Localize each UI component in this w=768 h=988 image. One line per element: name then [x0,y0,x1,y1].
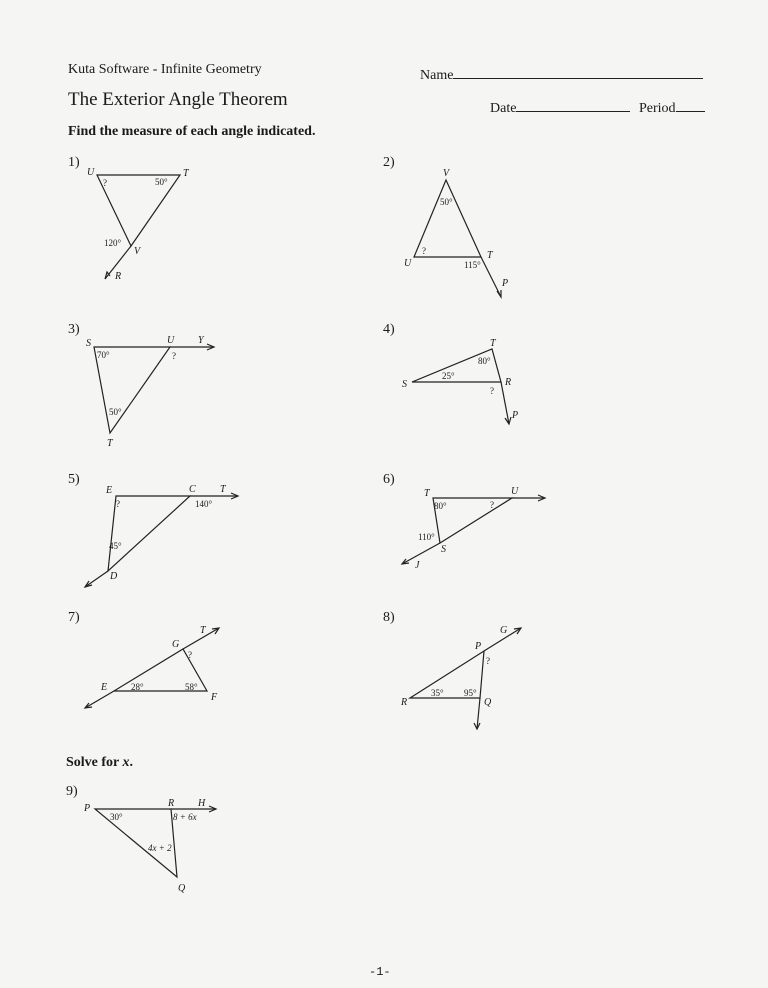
page-title: The Exterior Angle Theorem [68,89,288,110]
angle-label-s: 25° [442,371,455,381]
point-label-q: Q [178,883,186,894]
point-label-u: U [511,486,519,497]
angle-label-c-exterior: 140° [195,499,213,509]
problem-number-2: 2) [383,155,395,170]
angle-label-u: ? [103,178,107,188]
angle-label-f: 58° [185,682,198,692]
problem-number-7: 7) [68,610,80,625]
point-label-r: R [168,798,175,809]
angle-label-u-exterior: ? [172,351,176,361]
problem-number-9: 9) [66,784,78,799]
problem-number-8: 8) [383,610,395,625]
period-label: Period [639,101,676,116]
angle-label-d: 45° [109,541,122,551]
angle-label-u: ? [490,500,494,510]
problem-number-4: 4) [383,322,395,337]
page-number: -1- [369,965,391,979]
software-label: Kuta Software - Infinite Geometry [68,62,262,77]
angle-label-r: 35° [431,688,444,698]
angle-label-v: 50° [440,197,453,207]
point-label-g: G [500,625,508,636]
solve-variable: x [122,755,130,770]
point-label-t: T [200,625,206,636]
point-label-v: V [443,168,450,179]
angle-label-r-exterior: 8 + 6x [173,812,197,822]
point-label-t: T [183,168,189,179]
point-label-p: P [475,641,482,652]
point-label-s: S [86,338,91,349]
angle-label-r-exterior: ? [490,386,494,396]
point-label-y: Y [198,335,204,346]
angle-label-g-exterior: ? [188,650,192,660]
triangle-ecd [108,496,190,571]
angle-label-q: 95° [464,688,477,698]
ray-d-extension [85,571,108,587]
point-label-f: F [211,692,218,703]
problem-number-5: 5) [68,472,80,487]
angle-label-s-exterior: 110° [418,532,435,542]
ray-e-extension [85,691,114,708]
point-label-t: T [487,250,493,261]
point-label-p: P [512,410,519,421]
problem-number-1: 1) [68,155,80,170]
angle-label-t: 80° [434,501,447,511]
point-label-u: U [167,335,175,346]
point-label-p: P [502,278,509,289]
angle-label-t: 80° [478,356,491,366]
point-label-s: S [441,544,446,555]
point-label-r: R [115,271,122,282]
problem-number-6: 6) [383,472,395,487]
point-label-t: T [220,484,226,495]
angle-label-p-exterior: ? [486,656,490,666]
angle-label-v-exterior: 120° [104,238,122,248]
point-label-p: P [84,803,91,814]
point-label-u: U [404,258,412,269]
point-label-t: T [424,488,430,499]
point-label-c: C [189,484,196,495]
point-label-e: E [106,485,113,496]
point-label-h: H [198,798,206,809]
point-label-e: E [101,682,108,693]
angle-label-u: ? [422,246,426,256]
angle-label-p: 30° [110,812,123,822]
point-label-u: U [87,167,95,178]
point-label-d: D [110,571,118,582]
angle-label-t: 50° [155,177,168,187]
point-label-r: R [505,377,512,388]
ray-sj [402,543,440,564]
solve-text: Solve for [66,755,123,770]
angle-label-q: 4x + 2 [148,843,172,853]
angle-label-e: ? [116,499,120,509]
angle-label-t-exterior: 115° [464,260,481,270]
point-label-t: T [107,438,113,449]
name-label: Name [420,68,454,83]
problem-number-3: 3) [68,322,80,337]
angle-label-t: 50° [109,407,122,417]
angle-label-e: 28° [131,682,144,692]
point-label-v: V [134,246,141,257]
date-label: Date [490,101,517,116]
solve-end: . [129,755,134,770]
point-label-q: Q [484,697,492,708]
ray-rp [501,382,509,424]
point-label-g: G [172,639,180,650]
point-label-j: J [415,560,420,571]
instructions-find: Find the measure of each angle indicated. [68,124,316,139]
ray-tp [481,257,501,297]
point-label-t: T [490,338,496,349]
angle-label-s: 70° [97,350,110,360]
arrow-p [497,290,501,297]
point-label-s: S [402,379,407,390]
point-label-r: R [401,697,408,708]
